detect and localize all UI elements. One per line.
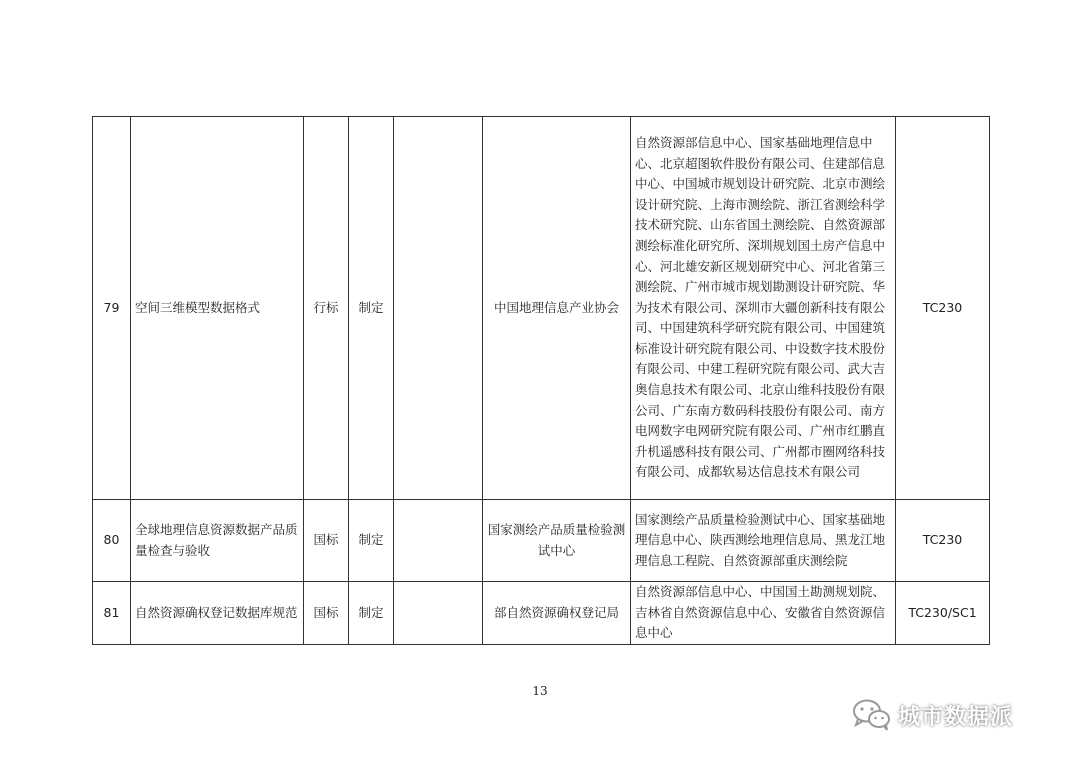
row-number: 80: [93, 500, 131, 582]
standard-name: 全球地理信息资源数据产品质量检查与验收: [131, 500, 304, 582]
standard-kind: 制定: [349, 117, 394, 500]
standard-level: 国标: [304, 582, 349, 645]
standard-kind: 制定: [349, 500, 394, 582]
standard-kind: 制定: [349, 582, 394, 645]
lead-organization: 中国地理信息产业协会: [483, 117, 631, 500]
wechat-icon: [852, 698, 892, 732]
table-row: [93, 500, 990, 582]
table-row: [93, 582, 990, 645]
row-number: 79: [93, 117, 131, 500]
watermark-text: 城市数据派: [898, 704, 1014, 730]
technical-committee: TC230: [896, 500, 990, 582]
blank-cell: [394, 582, 483, 645]
standards-table: [92, 116, 990, 645]
participating-units: 国家测绘产品质量检验测试中心、国家基础地理信息中心、陕西测绘地理信息局、黑龙江地理信息工程院、自然资源部重庆测绘院: [631, 500, 896, 582]
table-row: [93, 117, 990, 500]
page-number: 13: [532, 684, 548, 698]
standard-level: 行标: [304, 117, 349, 500]
lead-organization: 国家测绘产品质量检验测试中心: [483, 500, 631, 582]
technical-committee: TC230/SC1: [896, 582, 990, 645]
blank-cell: [394, 117, 483, 500]
technical-committee: TC230: [896, 117, 990, 500]
blank-cell: [394, 500, 483, 582]
standard-level: 国标: [304, 500, 349, 582]
lead-organization: 部自然资源确权登记局: [483, 582, 631, 645]
standard-name: 自然资源确权登记数据库规范: [131, 582, 304, 645]
row-number: 81: [93, 582, 131, 645]
participating-units: 自然资源部信息中心、国家基础地理信息中心、北京超图软件股份有限公司、住建部信息中心、中国城市规划设计研究院、北京市测绘设计研究院、上海市测绘院、浙江省测绘科学技术研究院、山东省国土测绘院、自然资源部测绘标准化研究所、深圳规划国土房产信息中心、河北雄安新区规划研究中心、河北省第三测绘院、广州市城市规划勘测设计研究院、华为技术有限公司、深圳市大疆创新科技有限公司、中国建筑科学研究院有限公司、中国建筑标准设计研究院有限公司、中设数字技术股份有限公司、中建工程研究院有限公司、武大吉奥信息技术有限公司、北京山维科技股份有限公司、广东南方数码科技股份有限公司、南方电网数字电网研究院有限公司、广州市红鹏直升机遥感科技有限公司、广州都市圈网络科技有限公司、成都软易达信息技术有限公司: [631, 117, 896, 500]
standard-name: 空间三维模型数据格式: [131, 117, 304, 500]
watermark: [852, 698, 1013, 732]
participating-units: 自然资源部信息中心、中国国土勘测规划院、吉林省自然资源信息中心、安徽省自然资源信息中心: [631, 582, 896, 645]
